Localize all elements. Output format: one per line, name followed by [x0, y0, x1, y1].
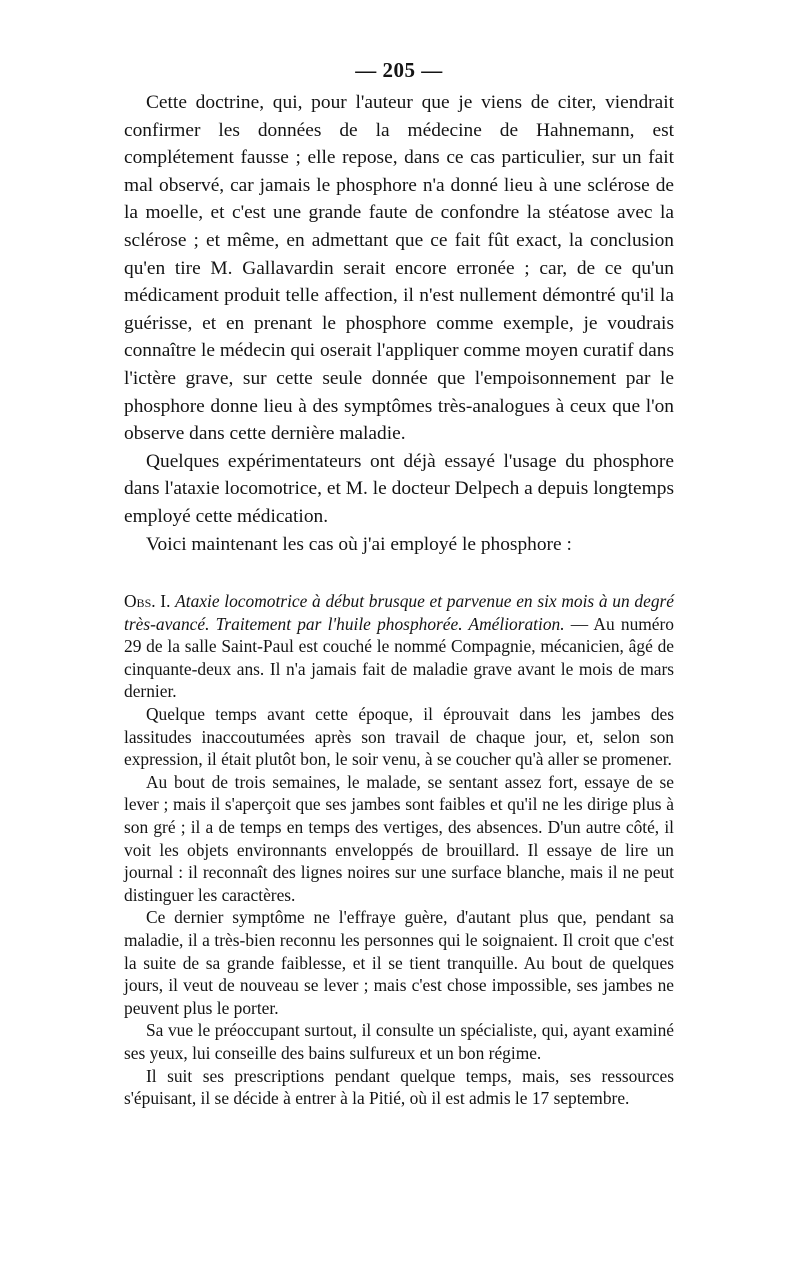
paragraph: Cette doctrine, qui, pour l'auteur que je viens de citer, viendrait confirmer les données de la médecine de Hahnemann, est complétement fausse ; elle repose, dans ce cas particulier, sur un fait mal observé, car jamais le phosphore n'a donné lieu à une sclérose de la moelle, et c'est une grande faute de confondre la stéatose avec la sclérose ; et même, en admettant que ce fait fût exact, la conclusion qu'en tire M. Gallavardin serait encore erronée ; car, de ce qu'un médicament produit telle affection, il n'est nullement démontré qu'il la guérisse, et en prenant le phosphore comme exemple, je voudrais connaître le médecin qui oserait l'appliquer comme moyen curatif dans l'ictère grave, sur cette seule donnée que l'empoisonnement par le phosphore donne lieu à des symptômes très-analogues à ceux que l'on observe dans cette dernière maladie. [124, 92, 675, 445]
observation-section [124, 590, 674, 1110]
intro-section [124, 89, 674, 558]
paragraph: Quelque temps avant cette époque, il éprouvait dans les jambes des lassitudes inaccoutumées après son travail de chaque jour, et, selon son expression, il était plutôt bon, le soir venu, à se coucher qu'à aller se promener. [124, 704, 674, 770]
paragraph: Voici maintenant les cas où j'ai employé le phosphore : [146, 533, 572, 555]
paragraph: Sa vue le préoccupant surtout, il consulte un spécialiste, qui, ayant examiné ses yeux, lui conseille des bains sulfureux et un bon régime. [124, 1020, 674, 1063]
paragraph: Au bout de trois semaines, le malade, se sentant assez fort, essaye de se lever ; mais il s'aperçoit que ses jambes sont faibles et qu'il ne les dirige plus à son gré ; il a de temps en temps des vertiges, des absences. D'un autre côté, il voit les objets environnants enveloppés de brouillard. Il essaye de lire un journal : il reconnaît des lignes noires sur une surface blanche, mais il ne peut distinguer les caractères. [124, 771, 674, 905]
observation-title: Ataxie locomotrice à début brusque et parvenue en six mois à un degré très-avancé. Traitement par l'huile phosphorée. Amélioration. [124, 591, 675, 634]
section-gap [124, 558, 674, 590]
observation-heading-paragraph [124, 590, 674, 703]
observation-label: Obs. I. [124, 591, 171, 612]
paragraph: Il suit ses prescriptions pendant quelque temps, mais, ses ressources s'épuisant, il se décide à entrer à la Pitié, où il est admis le 17 septembre. [124, 1065, 674, 1109]
paragraph: Quelques expérimentateurs ont déjà essayé l'usage du phosphore dans l'ataxie locomotrice, et M. le docteur Delpech a depuis longtemps employé cette médication. [124, 450, 674, 527]
observation-first-text: — Au numéro 29 de la salle Saint-Paul est couché le nommé Compagnie, mécanicien, âgé de cinquante-deux ans. Il n'a jamais fait de maladie grave avant le mois de mars dernier. [124, 613, 674, 702]
page-number: — 205 — [355, 58, 443, 82]
book-page [124, 58, 674, 1110]
paragraph: Ce dernier symptôme ne l'effraye guère, d'autant plus que, pendant sa maladie, il a très-bien reconnu les personnes qui le soignaient. Il croit que c'est la suite de sa grande faiblesse, et il se tient tranquille. Au bout de quelques jours, il veut de nouveau se lever ; mais c'est chose impossible, ses jambes ne peuvent plus le porter. [124, 907, 674, 1018]
